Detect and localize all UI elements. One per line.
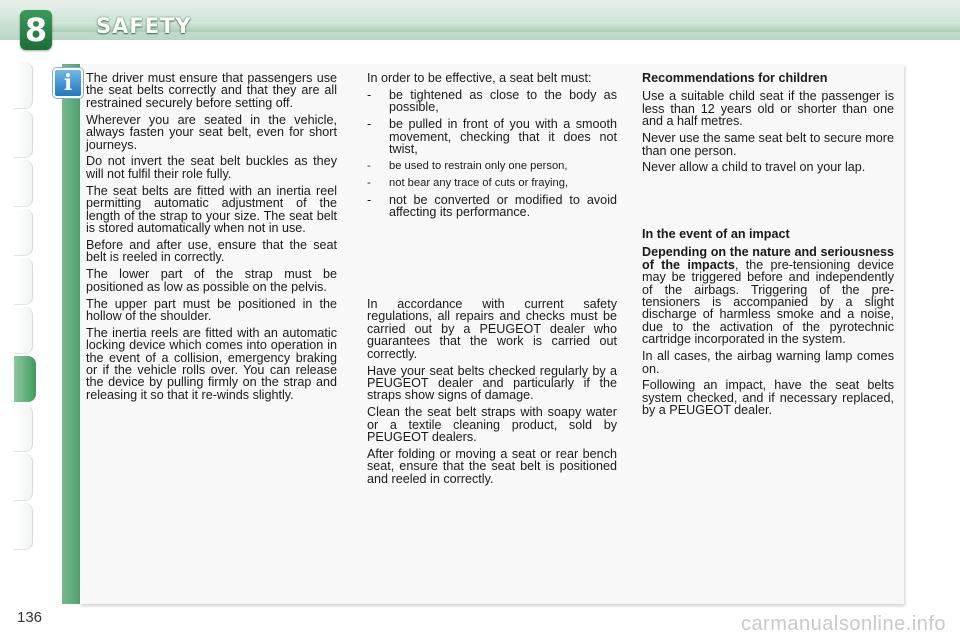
intro-paragraph: In order to be effective, a seat belt must: — [367, 71, 592, 85]
paragraph: The driver must ensure that passengers use the seat belts correctly and that they are all restrained securely before setting off. — [86, 71, 337, 110]
chapter-tab-3[interactable] — [14, 160, 33, 207]
list-item: - not be converted or modified to avoid affecting its performance. — [367, 192, 617, 220]
list-item: - not bear any trace of cuts or fraying, — [367, 176, 569, 189]
list-item-text: be used to restrain only one person, — [389, 159, 568, 172]
chapter-tab-4[interactable] — [14, 209, 33, 256]
list-item-text: not bear any trace of cuts or fraying, — [389, 176, 569, 189]
chapter-tab-1[interactable] — [14, 62, 33, 109]
chapter-tab-8[interactable] — [14, 405, 33, 452]
paragraph: Before and after use, ensure that the seat belt is reeled in correctly. — [86, 237, 337, 265]
paragraph: Have your seat belts checked regularly by a PEUGEOT dealer and particularly if the straps show signs of damage. — [367, 363, 617, 403]
list-item: - be tightened as close to the body as possible, — [367, 87, 617, 115]
chapter-tab-2[interactable] — [14, 111, 33, 158]
watermark: carmanualsonline.info — [740, 613, 946, 635]
chapter-tab-10[interactable] — [14, 503, 33, 550]
chapter-tab-5[interactable] — [14, 258, 33, 305]
chapter-tab-6[interactable] — [14, 307, 33, 354]
chapter-tab-7-active[interactable] — [14, 356, 36, 402]
list-item: - be used to restrain only one person, — [367, 159, 568, 172]
column-children-and-impact — [642, 71, 894, 418]
paragraph: The inertia reels are fitted with an automatic locking device which comes into operation in the event of a collision, emergency braking or if the vehicle rolls over. You can release the device by pulling firmly on the strap and releasing it so that it re-winds slightly. — [86, 325, 337, 402]
list-item-text: not be converted or modified to avoid affecting its performance. — [389, 192, 617, 220]
paragraph: The seat belts are fitted with an inertia reel permitting automatic adjustment of the length of the strap to your size. The seat belt is stored automatically when not in use. — [86, 183, 337, 235]
paragraph: Never use the same seat belt to secure more than one person. — [642, 131, 894, 158]
paragraph: Following an impact, have the seat belts system checked, and if necessary replaced, by a PEUGEOT dealer. — [642, 378, 894, 418]
page-number: 136 — [17, 609, 43, 626]
impact-heading: In the event of an impact — [642, 227, 790, 241]
panel-accent-bar — [62, 64, 80, 604]
list-item: - be pulled in front of you with a smooth movement, checking that it does not twist, — [367, 117, 617, 157]
chapter-tab-rail — [14, 62, 36, 577]
paragraph: In all cases, the airbag warning lamp comes on. — [642, 349, 894, 376]
list-item-text: be tightened as close to the body as possible, — [389, 87, 617, 115]
paragraph: After folding or moving a seat or rear bench seat, ensure that the seat belt is positioned and reeled in correctly. — [367, 446, 617, 486]
impact-section — [642, 228, 894, 421]
chapter-tab-9[interactable] — [14, 454, 33, 501]
paragraph: Never allow a child to travel on your lap. — [642, 160, 866, 175]
column-seat-belt-requirements — [367, 71, 617, 486]
chapter-title: SAFETY — [96, 14, 192, 38]
chapter-number-badge: 8 — [20, 10, 52, 50]
paragraph: Clean the seat belt straps with soapy water or a textile cleaning product, sold by PEUGEOT dealers. — [367, 405, 617, 445]
list-item-text: be pulled in front of you with a smooth movement, checking that it does not twist, — [389, 117, 617, 157]
info-icon: i — [53, 68, 83, 98]
paragraph: Use a suitable child seat if the passenger is less than 12 years old or shorter than one and a half metres. — [642, 89, 894, 129]
requirements-list — [367, 89, 617, 219]
paragraph: The upper part must be positioned in the hollow of the shoulder. — [86, 296, 337, 323]
paragraph: In accordance with current safety regulations, all repairs and checks must be carried out by a PEUGEOT dealer who guarantees that the work is carried out correctly. — [367, 297, 617, 361]
paragraph: Wherever you are seated in the vehicle, always fasten your seat belt, even for short journeys. — [86, 112, 337, 152]
column-seat-belt-usage — [86, 72, 337, 406]
paragraph — [642, 246, 894, 345]
impact-bold-lead: Depending on the nature and seriousness of the impacts — [642, 245, 894, 272]
paragraph: Do not invert the seat belt buckles as they will not fulfil their role fully. — [86, 154, 337, 181]
paragraph: The lower part of the strap must be positioned as low as possible on the pelvis. — [86, 267, 337, 294]
children-heading: Recommendations for children — [642, 71, 828, 85]
impact-text: , the pre-tensioning device may be triggered before and independently of the airbags. Triggering of the pre-tensioners is accompanied by a slight discharge of harmless smoke and a noise, due to the activation of the pyrotechnic cartridge incorporated in the system. — [642, 257, 894, 347]
maintenance-section — [367, 298, 617, 490]
